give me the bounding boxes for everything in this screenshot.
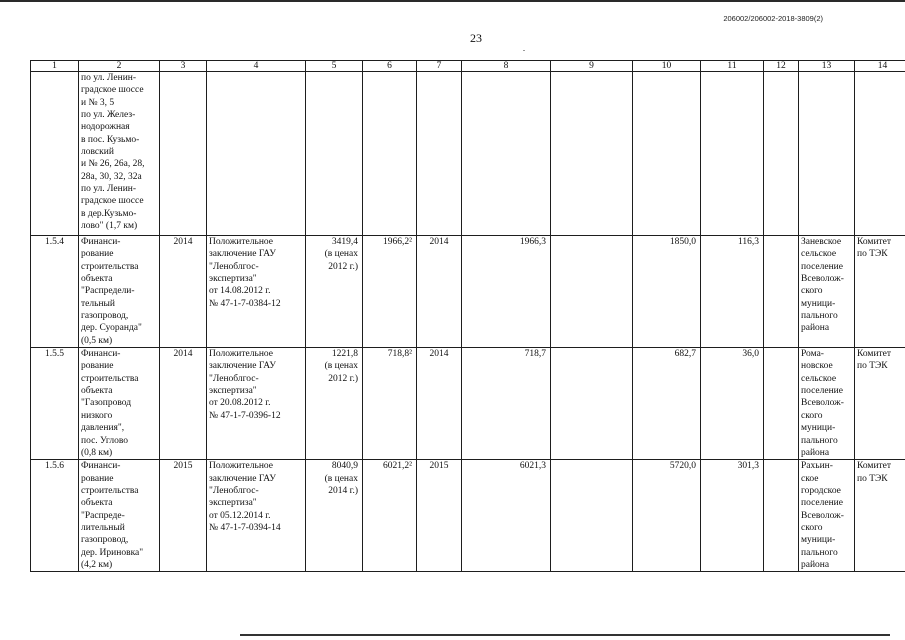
table-row — [31, 460, 905, 572]
cell-settlement — [799, 72, 855, 236]
cell-col12 — [764, 348, 799, 460]
cell-col10 — [633, 72, 701, 236]
col-header-8: 8 — [462, 61, 551, 72]
cell-col7: 2014 — [417, 236, 462, 348]
cell-number: 1.5.5 — [31, 348, 79, 460]
cell-number: 1.5.6 — [31, 460, 79, 572]
cell-col7: 2014 — [417, 348, 462, 460]
table-row — [31, 72, 905, 236]
cell-col10: 5720,0 — [633, 460, 701, 572]
cell-year: 2015 — [160, 460, 207, 572]
cell-settlement: Заневское сельское поселение Всеволож- ского муници- пального района — [799, 236, 855, 348]
cell-cost: 8040,9 (в ценах 2014 г.) — [306, 460, 363, 572]
cell-col11: 301,3 — [701, 460, 764, 572]
cell-expertise: Положительное заключение ГАУ "Леноблгос- экспертиза" от 20.08.2012 г. № 47-1-7-0396-12 — [207, 348, 306, 460]
cell-number: 1.5.4 — [31, 236, 79, 348]
top-border-line — [0, 0, 905, 2]
cell-col7 — [417, 72, 462, 236]
cell-col12 — [764, 72, 799, 236]
cell-col8: 1966,3 — [462, 236, 551, 348]
cell-col11: 36,0 — [701, 348, 764, 460]
cell-name: по ул. Ленин- градское шоссе и № 3, 5 по ул. Желез- нодорожная в пос. Кузьмо- ловский и № 26, 26а, 28, 28а, 30, 32, 32а по ул. Ленин- градское шоссе в дер.Кузьмо- лово" (1,7 км) — [79, 72, 160, 236]
cell-col9 — [551, 236, 633, 348]
cell-col7: 2015 — [417, 460, 462, 572]
cell-col9 — [551, 460, 633, 572]
cell-number — [31, 72, 79, 236]
col-header-2: 2 — [79, 61, 160, 72]
cell-col9 — [551, 72, 633, 236]
col-header-3: 3 — [160, 61, 207, 72]
col-header-5: 5 — [306, 61, 363, 72]
cell-name: Финанси- рование строительства объекта "Газопровод низкого давления", пос. Углово (0,8 км) — [79, 348, 160, 460]
cell-cost: 3419,4 (в ценах 2012 г.) — [306, 236, 363, 348]
table-row — [31, 236, 905, 348]
col-header-7: 7 — [417, 61, 462, 72]
bottom-border-line — [240, 634, 890, 636]
document-number: 206002/206002-2018-3809(2) — [723, 14, 823, 23]
cell-year: 2014 — [160, 236, 207, 348]
table-header-row — [31, 61, 905, 72]
cell-col12 — [764, 460, 799, 572]
cell-expertise: Положительное заключение ГАУ "Леноблгос- экспертиза" от 05.12.2014 г. № 47-1-7-0394-14 — [207, 460, 306, 572]
cell-col12 — [764, 236, 799, 348]
cell-executor: Комитет по ТЭК — [855, 236, 905, 348]
cell-col11: 116,3 — [701, 236, 764, 348]
cell-col10: 682,7 — [633, 348, 701, 460]
page-number: 23 — [470, 31, 482, 45]
cell-year — [160, 72, 207, 236]
cell-expertise: Положительное заключение ГАУ "Леноблгос- экспертиза" от 14.08.2012 г. № 47-1-7-0384-12 — [207, 236, 306, 348]
col-header-11: 11 — [701, 61, 764, 72]
col-header-10: 10 — [633, 61, 701, 72]
cell-settlement: Рома- новское сельское поселение Всеволож- ского муници- пального района — [799, 348, 855, 460]
scan-artifact — [523, 50, 525, 51]
col-header-13: 13 — [799, 61, 855, 72]
cell-cost — [306, 72, 363, 236]
cell-expertise — [207, 72, 306, 236]
cell-cost: 1221,8 (в ценах 2012 г.) — [306, 348, 363, 460]
col-header-14: 14 — [855, 61, 905, 72]
cell-col8: 6021,3 — [462, 460, 551, 572]
cell-name: Финанси- рование строительства объекта "Распреде- лительный газопровод, дер. Ириновка" (4,2 км) — [79, 460, 160, 572]
cell-col8: 718,7 — [462, 348, 551, 460]
col-header-9: 9 — [551, 61, 633, 72]
cell-year: 2014 — [160, 348, 207, 460]
cell-col9 — [551, 348, 633, 460]
cell-executor — [855, 72, 905, 236]
col-header-6: 6 — [363, 61, 417, 72]
cell-col8 — [462, 72, 551, 236]
cell-executor: Комитет по ТЭК — [855, 348, 905, 460]
table-row — [31, 348, 905, 460]
cell-col6: 6021,2² — [363, 460, 417, 572]
col-header-1: 1 — [31, 61, 79, 72]
col-header-12: 12 — [764, 61, 799, 72]
col-header-4: 4 — [207, 61, 306, 72]
cell-name: Финанси- рование строительства объекта "Распредели- тельный газопровод, дер. Суоранда" (0,5 км) — [79, 236, 160, 348]
cell-col6: 718,8² — [363, 348, 417, 460]
cell-col6 — [363, 72, 417, 236]
cell-executor: Комитет по ТЭК — [855, 460, 905, 572]
cell-settlement: Рахьин- ское городское поселение Всеволож- ского муници- пального района — [799, 460, 855, 572]
cell-col11 — [701, 72, 764, 236]
program-table — [30, 60, 905, 572]
cell-col10: 1850,0 — [633, 236, 701, 348]
cell-col6: 1966,2² — [363, 236, 417, 348]
